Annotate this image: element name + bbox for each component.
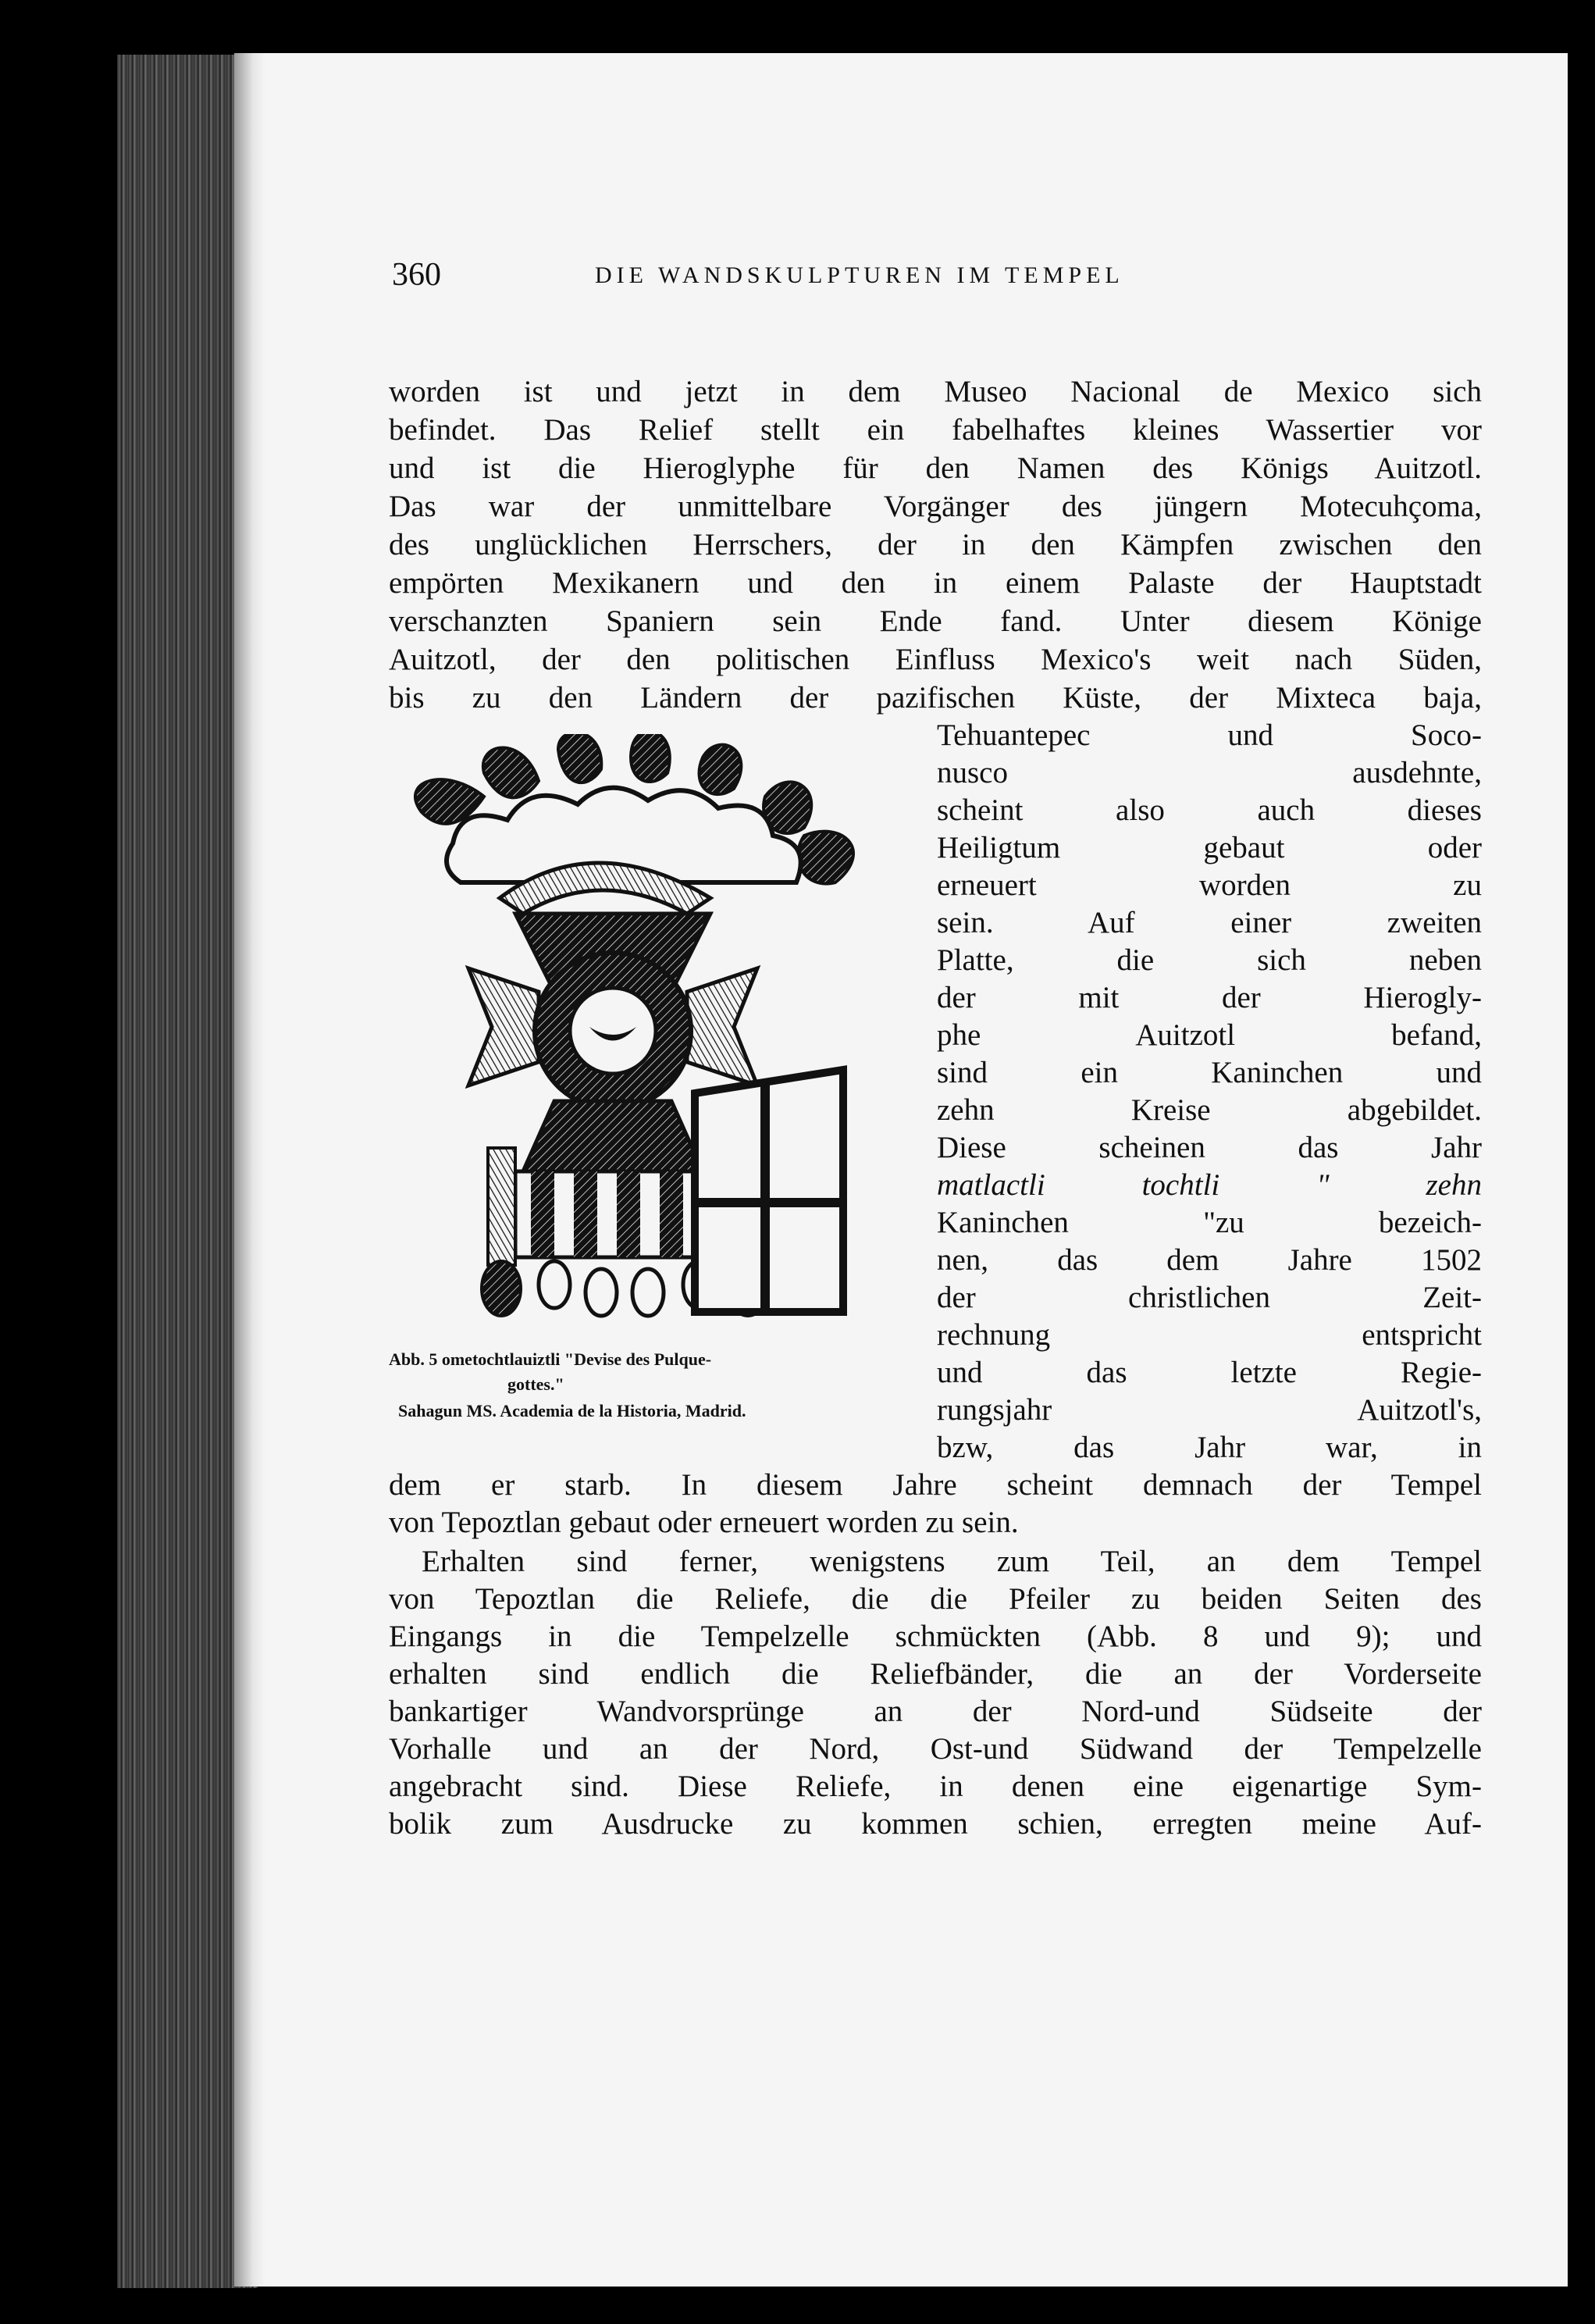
- text-line: scheint also auch dieses: [937, 793, 1482, 827]
- text-line: dem er starb. In diesem Jahre scheint demnach der Tempel: [389, 1468, 1482, 1502]
- text-line: angebracht sind. Diese Reliefe, in denen eine eigenartige Sym-: [389, 1770, 1482, 1803]
- text-line: bolik zum Ausdrucke zu kommen schien, erregten meine Auf-: [389, 1807, 1482, 1841]
- text-line: der mit der Hierogly-: [937, 981, 1482, 1014]
- text-line: Platte, die sich neben: [937, 943, 1482, 977]
- text-line: verschanzten Spaniern sein Ende fand. Unter diesem Könige: [389, 604, 1482, 638]
- text-line: des unglücklichen Herrschers, der in den Kämpfen zwischen den: [389, 528, 1482, 561]
- figure-caption-line1: Abb. 5 ometochtlauiztli "Devise des Pulque-: [389, 1349, 712, 1369]
- text-line: befindet. Das Relief stellt ein fabelhaftes kleines Wassertier vor: [389, 413, 1482, 447]
- text-line: Kaninchen "zu bezeich-: [937, 1206, 1482, 1239]
- text-line: empörten Mexikanern und den in einem Palaste der Hauptstadt: [389, 566, 1482, 600]
- figure-caption-line2: gottes.": [507, 1374, 564, 1394]
- text-line: zehn Kreise abgebildet.: [937, 1093, 1482, 1127]
- text-line: bankartiger Wandvorsprünge an der Nord-und Südseite der: [389, 1695, 1482, 1728]
- text-line: von Tepoztlan die Reliefe, die die Pfeiler zu beiden Seiten des: [389, 1582, 1482, 1616]
- text-line: bzw, das Jahr war, in: [937, 1431, 1482, 1464]
- figure-abb-5: [398, 734, 898, 1374]
- figure-caption-line3: Sahagun MS. Academia de la Historia, Madrid.: [398, 1401, 746, 1420]
- text-line: der christlichen Zeit-: [937, 1281, 1482, 1314]
- text-line: rechnung entspricht: [937, 1318, 1482, 1352]
- text-line: nen, das dem Jahre 1502: [937, 1243, 1482, 1277]
- text-line: bis zu den Ländern der pazifischen Küste, der Mixteca baja,: [389, 681, 1482, 715]
- text-line: Das war der unmittelbare Vorgänger des jüngern Motecuhçoma,: [389, 490, 1482, 523]
- text-line: von Tepoztlan gebaut oder erneuert worden zu sein.: [389, 1506, 1019, 1539]
- text-line: Erhalten sind ferner, wenigstens zum Teil, an dem Tempel: [422, 1545, 1482, 1578]
- pulque-god-emblem-illustration: [398, 734, 898, 1374]
- text-line: matlactli tochtli " zehn: [937, 1168, 1482, 1202]
- text-line: Eingangs in die Tempelzelle schmückten (Abb. 8 und 9); und: [389, 1620, 1482, 1653]
- text-line: und das letzte Regie-: [937, 1356, 1482, 1389]
- text-line: Diese scheinen das Jahr: [937, 1131, 1482, 1164]
- page-gutter-shadow: [234, 53, 265, 2287]
- text-line: nusco ausdehnte,: [937, 756, 1482, 790]
- text-line: Tehuantepec und Soco-: [937, 718, 1482, 752]
- text-line: Heiligtum gebaut oder: [937, 831, 1482, 864]
- text-line: erneuert worden zu: [937, 868, 1482, 902]
- text-line: und ist die Hieroglyphe für den Namen des Königs Auitzotl.: [389, 451, 1482, 485]
- text-line: rungsjahr Auitzotl's,: [937, 1393, 1482, 1427]
- page-number: 360: [392, 257, 441, 293]
- page-header: [392, 248, 1337, 295]
- text-line: worden ist und jetzt in dem Museo Nacional de Mexico sich: [389, 375, 1482, 408]
- text-line: sein. Auf einer zweiten: [937, 906, 1482, 939]
- text-line: sind ein Kaninchen und: [937, 1056, 1482, 1089]
- text-line: Auitzotl, der den politischen Einfluss Mexico's weit nach Süden,: [389, 643, 1482, 676]
- text-line: Vorhalle und an der Nord, Ost-und Südwand der Tempelzelle: [389, 1732, 1482, 1766]
- running-head: DIE WANDSKULPTUREN IM TEMPEL: [595, 262, 1124, 288]
- text-line: phe Auitzotl befand,: [937, 1018, 1482, 1052]
- text-line: erhalten sind endlich die Reliefbänder, die an der Vorderseite: [389, 1657, 1482, 1691]
